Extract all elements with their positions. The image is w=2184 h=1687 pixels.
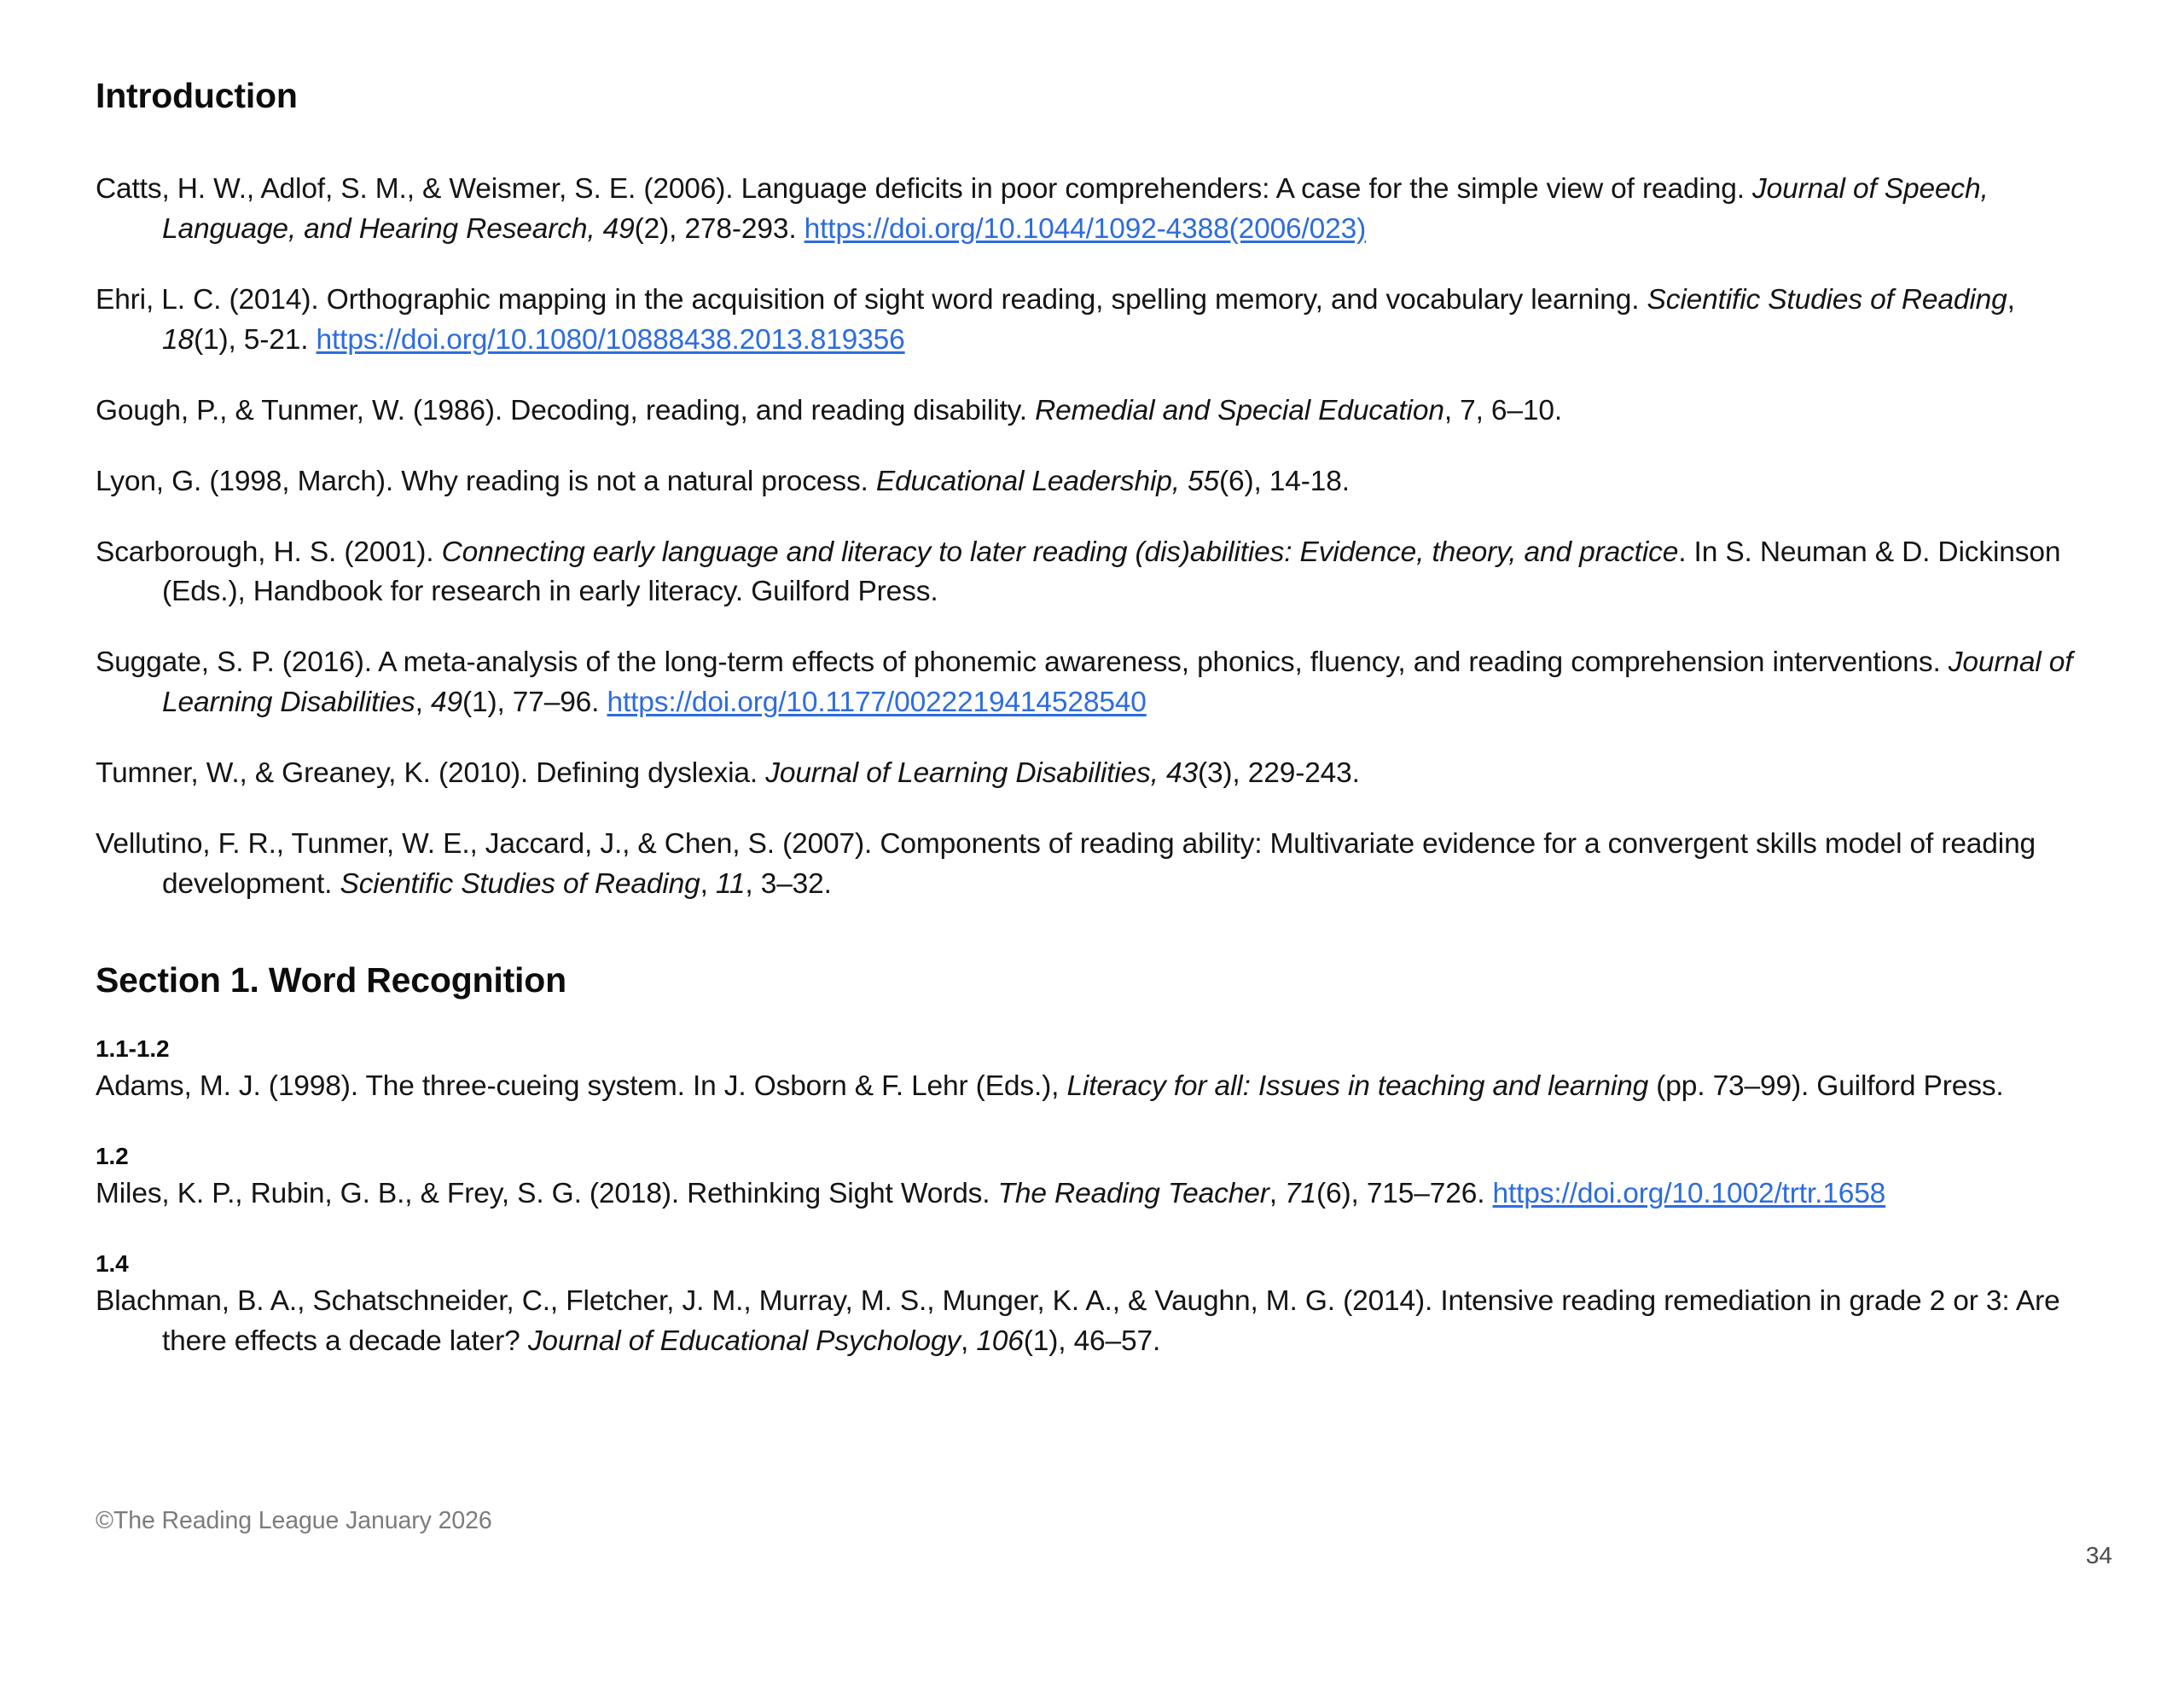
volume-number: 18 [162, 323, 194, 356]
reference-text: reading. [1641, 173, 1753, 206]
subsection-number: 1.4 [96, 1249, 129, 1277]
reference-text: Miles, K. P., Rubin, G. B., & Frey, S. G. (2018). Rethinking Sight Words. [96, 1177, 998, 1209]
reference-text: Suggate, S. P. (2016). A meta-analysis of the long-term effects of phonemic awareness, phonics, fluency, and reading comprehension interventions. [96, 646, 1949, 679]
reference-lyon-1998 [96, 462, 2090, 502]
reference-text: Catts, H. W., Adlof, S. M., & Weismer, S. E. (2006). Language deficits in poor comprehenders: A case for the simple view of [96, 173, 1635, 206]
copyright-footer: ©The Reading League January 2026 [96, 1507, 492, 1534]
reference-scarborough-2001 [96, 533, 2090, 613]
subsection-1-2 [96, 1141, 2090, 1215]
journal-title: Scientific Studies of Reading [340, 867, 700, 900]
reference-text: (3), 229-243. [1197, 757, 1360, 790]
reference-vellutino-2007 [96, 825, 2090, 905]
reference-text: (1), 5-21. [193, 323, 317, 356]
journal-title: Journal of Educational Psychology [527, 1325, 961, 1357]
reference-adams-1998 [96, 1067, 2090, 1107]
heading-section-1-word-recognition: Section 1. Word Recognition [96, 959, 566, 1000]
doi-link[interactable]: https://doi.org/10.1177/0022219414528540 [607, 687, 1147, 719]
reference-text: Gough, P., & Tunmer, W. (1986). Decoding, reading, and reading disability. [96, 394, 1036, 426]
reference-text: Ehri, L. C. (2014). Orthographic mapping in the acquisition of sight word reading, spelling memory, and vocabulary learning. [96, 283, 1640, 316]
reference-text: , 3–32. [745, 867, 832, 900]
reference-text: Adams, M. J. (1998). The three-cueing system. In J. Osborn & F. Lehr (Eds.), [96, 1070, 1067, 1102]
reference-text: , [415, 687, 431, 719]
reference-text: Tumner, W., & Greaney, K. (2010). Defining dyslexia. [96, 757, 766, 790]
reference-text: Vellutino, F. R., Tunmer, W. E., Jaccard, J., & Chen, S. (2007). Components of reading ability: Multivariate evidence for a convergent skills model of reading development. [96, 827, 2036, 900]
reference-text: . In S. Neuman & D. Dickinson (Eds.), Handbook for research in early literacy. Guilford Press. [162, 536, 2061, 608]
subsection-number: 1.2 [96, 1142, 129, 1169]
reference-suggate-2016 [96, 643, 2090, 723]
volume-number: 11 [715, 867, 746, 900]
reference-text: Lyon, G. (1998, March). Why reading is not a natural process. [96, 465, 876, 497]
journal-title: Scientific Studies of Reading [1647, 283, 2007, 316]
volume-number: 71 [1285, 1177, 1317, 1209]
reference-text: (pp. 73–99). Guilford Press. [1648, 1070, 2004, 1102]
reference-text: , 7, 6–10. [1443, 394, 1563, 426]
subsection-1-4 [96, 1249, 2090, 1362]
reference-text: (1), 46–57. [1023, 1325, 1161, 1357]
reference-tumner-2010 [96, 754, 2090, 794]
journal-title: Remedial and Special Education [1035, 394, 1444, 426]
reference-text: , [2007, 283, 2015, 316]
volume-number: 49 [430, 687, 462, 719]
book-title: Literacy for all: Issues in teaching and learning [1066, 1070, 1649, 1102]
reference-text: (2), 278-293. [634, 213, 804, 246]
subsection-1-1-1-2 [96, 1034, 2090, 1107]
reference-text: Blachman, B. A., Schatschneider, C., Fletcher, J. M., Murray, M. S., Munger, K. A., & Vaughn, M. G. (2014). Intensive reading remediation in grade 2 or 3: Are there effects a decade later? [96, 1284, 2060, 1357]
reference-text: Scarborough, H. S. (2001). [96, 536, 442, 568]
book-title: Connecting early language and literacy to later reading (dis)abilities: Evidence, theory, and practice [441, 536, 1679, 568]
reference-gough-1986 [96, 391, 2090, 432]
doi-link[interactable]: https://doi.org/10.1002/trtr.1658 [1492, 1177, 1886, 1209]
reference-blachman-2014 [96, 1282, 2090, 1362]
journal-title: Educational Leadership, 55 [875, 465, 1219, 497]
subsection-number: 1.1-1.2 [96, 1035, 170, 1062]
journal-title: The Reading Teacher [997, 1177, 1269, 1209]
reference-miles-2018 [96, 1174, 2090, 1215]
journal-title: Journal of Learning Disabilities [162, 646, 2073, 719]
reference-text: , [960, 1325, 977, 1357]
reference-text: (6), 14-18. [1219, 465, 1350, 497]
heading-introduction: Introduction [96, 76, 298, 115]
reference-text: , [1269, 1177, 1286, 1209]
journal-title: Journal of Speech, Language, and Hearing Research, 49 [162, 173, 1989, 246]
doi-link[interactable]: https://doi.org/10.1044/1092-4388(2006/023) [804, 213, 1367, 246]
reference-ehri-2014 [96, 281, 2090, 361]
reference-catts-2006 [96, 170, 2090, 250]
reference-text: , [700, 867, 716, 900]
reference-text: (6), 715–726. [1316, 1177, 1493, 1209]
doi-link[interactable]: https://doi.org/10.1080/10888438.2013.819356 [316, 323, 905, 356]
journal-title: Journal of Learning Disabilities, 43 [765, 757, 1198, 790]
page-number: 34 [2085, 1542, 2112, 1568]
introduction-reference-list [96, 170, 2090, 905]
volume-number: 106 [976, 1325, 1024, 1357]
reference-text: (1), 77–96. [462, 687, 607, 719]
